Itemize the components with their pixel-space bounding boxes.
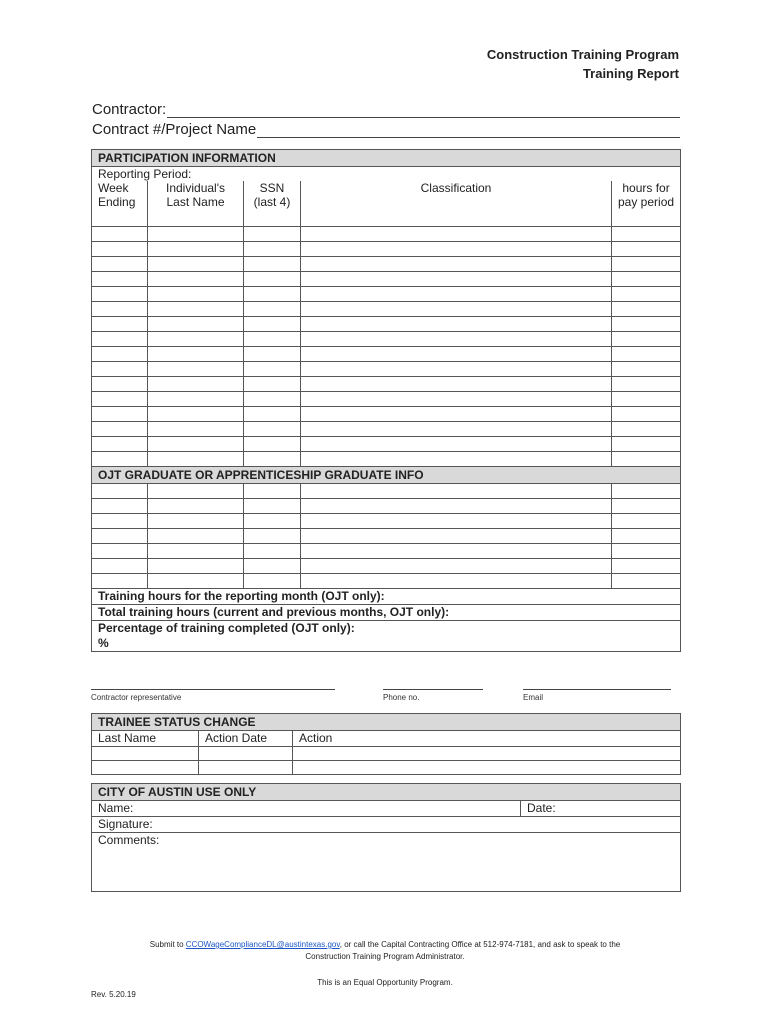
participation-cell[interactable]: [244, 271, 301, 286]
participation-row: [92, 286, 681, 301]
col-hours: hours for pay period: [612, 181, 681, 226]
participation-cell[interactable]: [301, 331, 612, 346]
participation-row: [92, 301, 681, 316]
ojt-cell[interactable]: [612, 573, 681, 588]
ojt-cell[interactable]: [244, 513, 301, 528]
participation-row: [92, 421, 681, 436]
participation-cell[interactable]: [244, 256, 301, 271]
participation-cell[interactable]: [148, 271, 244, 286]
participation-cell[interactable]: [301, 346, 612, 361]
city-date-field[interactable]: Date:: [521, 801, 681, 817]
contract-project-underline: [257, 123, 680, 138]
participation-cell[interactable]: [612, 271, 681, 286]
participation-table: [91, 149, 681, 652]
contractor-underline: [167, 103, 680, 118]
participation-cell[interactable]: [301, 271, 612, 286]
ojt-cell[interactable]: [612, 558, 681, 573]
participation-cell[interactable]: [148, 316, 244, 331]
participation-row: [92, 391, 681, 406]
ojt-row: [92, 483, 681, 498]
participation-cell[interactable]: [244, 331, 301, 346]
participation-row: [92, 451, 681, 466]
report-title: Training Report: [582, 66, 679, 81]
city-use-title: CITY OF AUSTIN USE ONLY: [92, 784, 681, 801]
training-hours-month[interactable]: Training hours for the reporting month (OJT only):: [92, 588, 681, 604]
percentage-completed[interactable]: [92, 620, 681, 651]
ojt-cell[interactable]: [301, 498, 612, 513]
participation-cell[interactable]: [612, 346, 681, 361]
participation-row: [92, 376, 681, 391]
participation-cell[interactable]: [244, 346, 301, 361]
ojt-cell[interactable]: [612, 498, 681, 513]
participation-cell[interactable]: [612, 421, 681, 436]
participation-cell[interactable]: [301, 316, 612, 331]
ojt-cell[interactable]: [301, 543, 612, 558]
submit-email-link[interactable]: CCOWageComplianceDL@austintexas.gov: [185, 940, 340, 949]
participation-cell[interactable]: [148, 331, 244, 346]
city-signature-field[interactable]: Signature:: [92, 817, 681, 833]
ojt-cell[interactable]: [148, 543, 244, 558]
col-ssn: SSN (last 4): [244, 181, 301, 226]
ojt-cell[interactable]: [612, 528, 681, 543]
ojt-cell[interactable]: [244, 543, 301, 558]
participation-cell[interactable]: [301, 391, 612, 406]
participation-cell[interactable]: [148, 361, 244, 376]
participation-cell[interactable]: [612, 376, 681, 391]
ojt-cell[interactable]: [244, 498, 301, 513]
participation-cell[interactable]: [148, 376, 244, 391]
ojt-cell[interactable]: [92, 483, 148, 498]
participation-cell[interactable]: [92, 361, 148, 376]
submit-suffix: , or call the Capital Contracting Office at 512-974-7181, and ask to speak to the: [339, 940, 621, 949]
participation-cell[interactable]: [244, 421, 301, 436]
participation-cell[interactable]: [92, 451, 148, 466]
ojt-cell[interactable]: [301, 558, 612, 573]
ojt-cell[interactable]: [148, 573, 244, 588]
ojt-row: [92, 528, 681, 543]
ojt-cell[interactable]: [612, 513, 681, 528]
participation-cell[interactable]: [301, 241, 612, 256]
city-comments-field[interactable]: Comments:: [92, 833, 681, 892]
participation-row: [92, 271, 681, 286]
email-caption: Email: [523, 693, 544, 702]
participation-cell[interactable]: [244, 406, 301, 421]
participation-cell[interactable]: [148, 451, 244, 466]
participation-cell[interactable]: [244, 451, 301, 466]
ojt-cell[interactable]: [301, 483, 612, 498]
revision-label: Rev. 5.20.19: [91, 990, 136, 999]
ojt-cell[interactable]: [92, 498, 148, 513]
participation-cell[interactable]: [612, 451, 681, 466]
participation-cell[interactable]: [301, 226, 612, 241]
participation-cell[interactable]: [244, 286, 301, 301]
participation-cell[interactable]: [148, 436, 244, 451]
participation-cell[interactable]: [148, 346, 244, 361]
ts-cell[interactable]: [199, 761, 293, 775]
ojt-cell[interactable]: [148, 498, 244, 513]
col-classification: Classification: [301, 181, 612, 226]
ojt-row: [92, 513, 681, 528]
participation-cell[interactable]: [92, 436, 148, 451]
phone-caption: Phone no.: [383, 693, 420, 702]
participation-cell[interactable]: [244, 391, 301, 406]
ts-cell[interactable]: [293, 747, 681, 761]
participation-cell[interactable]: [92, 301, 148, 316]
participation-cell[interactable]: [301, 361, 612, 376]
participation-row: [92, 316, 681, 331]
participation-cell[interactable]: [148, 226, 244, 241]
ojt-cell[interactable]: [92, 543, 148, 558]
percent-symbol: %: [98, 635, 109, 650]
phone-signature[interactable]: [383, 680, 483, 702]
participation-cell[interactable]: [612, 241, 681, 256]
participation-cell[interactable]: [244, 241, 301, 256]
participation-cell[interactable]: [301, 256, 612, 271]
ojt-cell[interactable]: [244, 528, 301, 543]
ojt-cell[interactable]: [301, 528, 612, 543]
participation-cell[interactable]: [612, 226, 681, 241]
equal-opportunity-note: This is an Equal Opportunity Program.: [317, 978, 453, 987]
participation-cell[interactable]: [148, 286, 244, 301]
reporting-period-label: Reporting Period:: [92, 167, 681, 182]
participation-cell[interactable]: [612, 436, 681, 451]
participation-cell[interactable]: [612, 301, 681, 316]
participation-cell[interactable]: [92, 271, 148, 286]
participation-cell[interactable]: [148, 241, 244, 256]
ojt-cell[interactable]: [244, 483, 301, 498]
ojt-cell[interactable]: [148, 528, 244, 543]
ojt-cell[interactable]: [612, 543, 681, 558]
ojt-cell[interactable]: [612, 483, 681, 498]
participation-cell[interactable]: [92, 391, 148, 406]
program-title: Construction Training Program: [486, 47, 679, 62]
participation-cell[interactable]: [612, 406, 681, 421]
participation-cell[interactable]: [92, 241, 148, 256]
contractor-rep-signature[interactable]: [91, 680, 335, 702]
participation-cell[interactable]: [92, 226, 148, 241]
submit-prefix: Submit to: [149, 940, 186, 949]
participation-row: [92, 436, 681, 451]
participation-cell[interactable]: [148, 421, 244, 436]
signature-row: [91, 680, 681, 706]
col-last-name: Individual's Last Name: [148, 181, 244, 226]
city-name-field[interactable]: Name:: [92, 801, 521, 817]
participation-cell[interactable]: [244, 361, 301, 376]
ts-cell[interactable]: [92, 747, 199, 761]
participation-cell[interactable]: [612, 256, 681, 271]
participation-cell[interactable]: [244, 226, 301, 241]
participation-cell[interactable]: [92, 331, 148, 346]
ts-cell[interactable]: [92, 761, 199, 775]
participation-row: [92, 331, 681, 346]
participation-cell[interactable]: [244, 301, 301, 316]
participation-cell[interactable]: [301, 406, 612, 421]
participation-row: [92, 256, 681, 271]
participation-row: [92, 406, 681, 421]
ojt-cell[interactable]: [301, 513, 612, 528]
ojt-cell[interactable]: [301, 573, 612, 588]
participation-cell[interactable]: [612, 361, 681, 376]
ojt-cell[interactable]: [148, 558, 244, 573]
participation-cell[interactable]: [244, 316, 301, 331]
ojt-cell[interactable]: [92, 513, 148, 528]
participation-section-title: PARTICIPATION INFORMATION: [92, 150, 681, 167]
participation-cell[interactable]: [92, 316, 148, 331]
participation-cell[interactable]: [612, 391, 681, 406]
ojt-cell[interactable]: [244, 558, 301, 573]
ts-cell[interactable]: [199, 747, 293, 761]
submit-instructions: [0, 939, 770, 963]
ts-cell[interactable]: [293, 761, 681, 775]
participation-row: [92, 241, 681, 256]
ojt-section-title: OJT GRADUATE OR APPRENTICESHIP GRADUATE INFO: [92, 466, 681, 483]
total-training-hours[interactable]: Total training hours (current and previous months, OJT only):: [92, 604, 681, 620]
ojt-cell[interactable]: [148, 483, 244, 498]
participation-cell[interactable]: [92, 406, 148, 421]
participation-cell[interactable]: [301, 451, 612, 466]
col-week-ending: Week Ending: [92, 181, 148, 226]
ts-col-last-name: Last Name: [92, 731, 199, 747]
participation-cell[interactable]: [301, 376, 612, 391]
participation-cell[interactable]: [148, 256, 244, 271]
trainee-status-table: [91, 713, 681, 775]
ojt-cell[interactable]: [92, 528, 148, 543]
ojt-cell[interactable]: [148, 513, 244, 528]
participation-cell[interactable]: [612, 331, 681, 346]
participation-cell[interactable]: [148, 301, 244, 316]
contract-project-label: Contract #/Project Name: [92, 121, 257, 138]
ojt-cell[interactable]: [92, 558, 148, 573]
participation-cell[interactable]: [244, 376, 301, 391]
ojt-row: [92, 573, 681, 588]
ts-col-action-date: Action Date: [199, 731, 293, 747]
ojt-cell[interactable]: [92, 573, 148, 588]
participation-cell[interactable]: [612, 286, 681, 301]
participation-cell[interactable]: [301, 301, 612, 316]
percentage-completed-label: Percentage of training completed (OJT only):: [98, 620, 355, 635]
participation-cell[interactable]: [148, 391, 244, 406]
city-use-table: [91, 783, 681, 892]
participation-cell[interactable]: [244, 436, 301, 451]
participation-cell[interactable]: [92, 421, 148, 436]
ts-col-action: Action: [293, 731, 681, 747]
participation-cell[interactable]: [301, 436, 612, 451]
participation-row: [92, 226, 681, 241]
trainee-status-title: TRAINEE STATUS CHANGE: [92, 714, 681, 731]
contract-project-field[interactable]: [92, 121, 680, 138]
ojt-row: [92, 558, 681, 573]
email-signature[interactable]: [523, 680, 671, 702]
ojt-row: [92, 543, 681, 558]
submit-line2: Construction Training Program Administrator.: [305, 952, 465, 961]
participation-row: [92, 361, 681, 376]
ojt-row: [92, 498, 681, 513]
participation-cell[interactable]: [92, 376, 148, 391]
participation-cell[interactable]: [148, 406, 244, 421]
contractor-label: Contractor:: [92, 101, 167, 118]
report-header: [487, 45, 679, 83]
participation-cell[interactable]: [612, 316, 681, 331]
ojt-cell[interactable]: [244, 573, 301, 588]
participation-cell[interactable]: [92, 346, 148, 361]
participation-cell[interactable]: [301, 286, 612, 301]
contractor-rep-caption: Contractor representative: [91, 693, 182, 702]
participation-cell[interactable]: [92, 286, 148, 301]
contractor-field[interactable]: [92, 101, 680, 118]
participation-cell[interactable]: [301, 421, 612, 436]
participation-cell[interactable]: [92, 256, 148, 271]
participation-row: [92, 346, 681, 361]
